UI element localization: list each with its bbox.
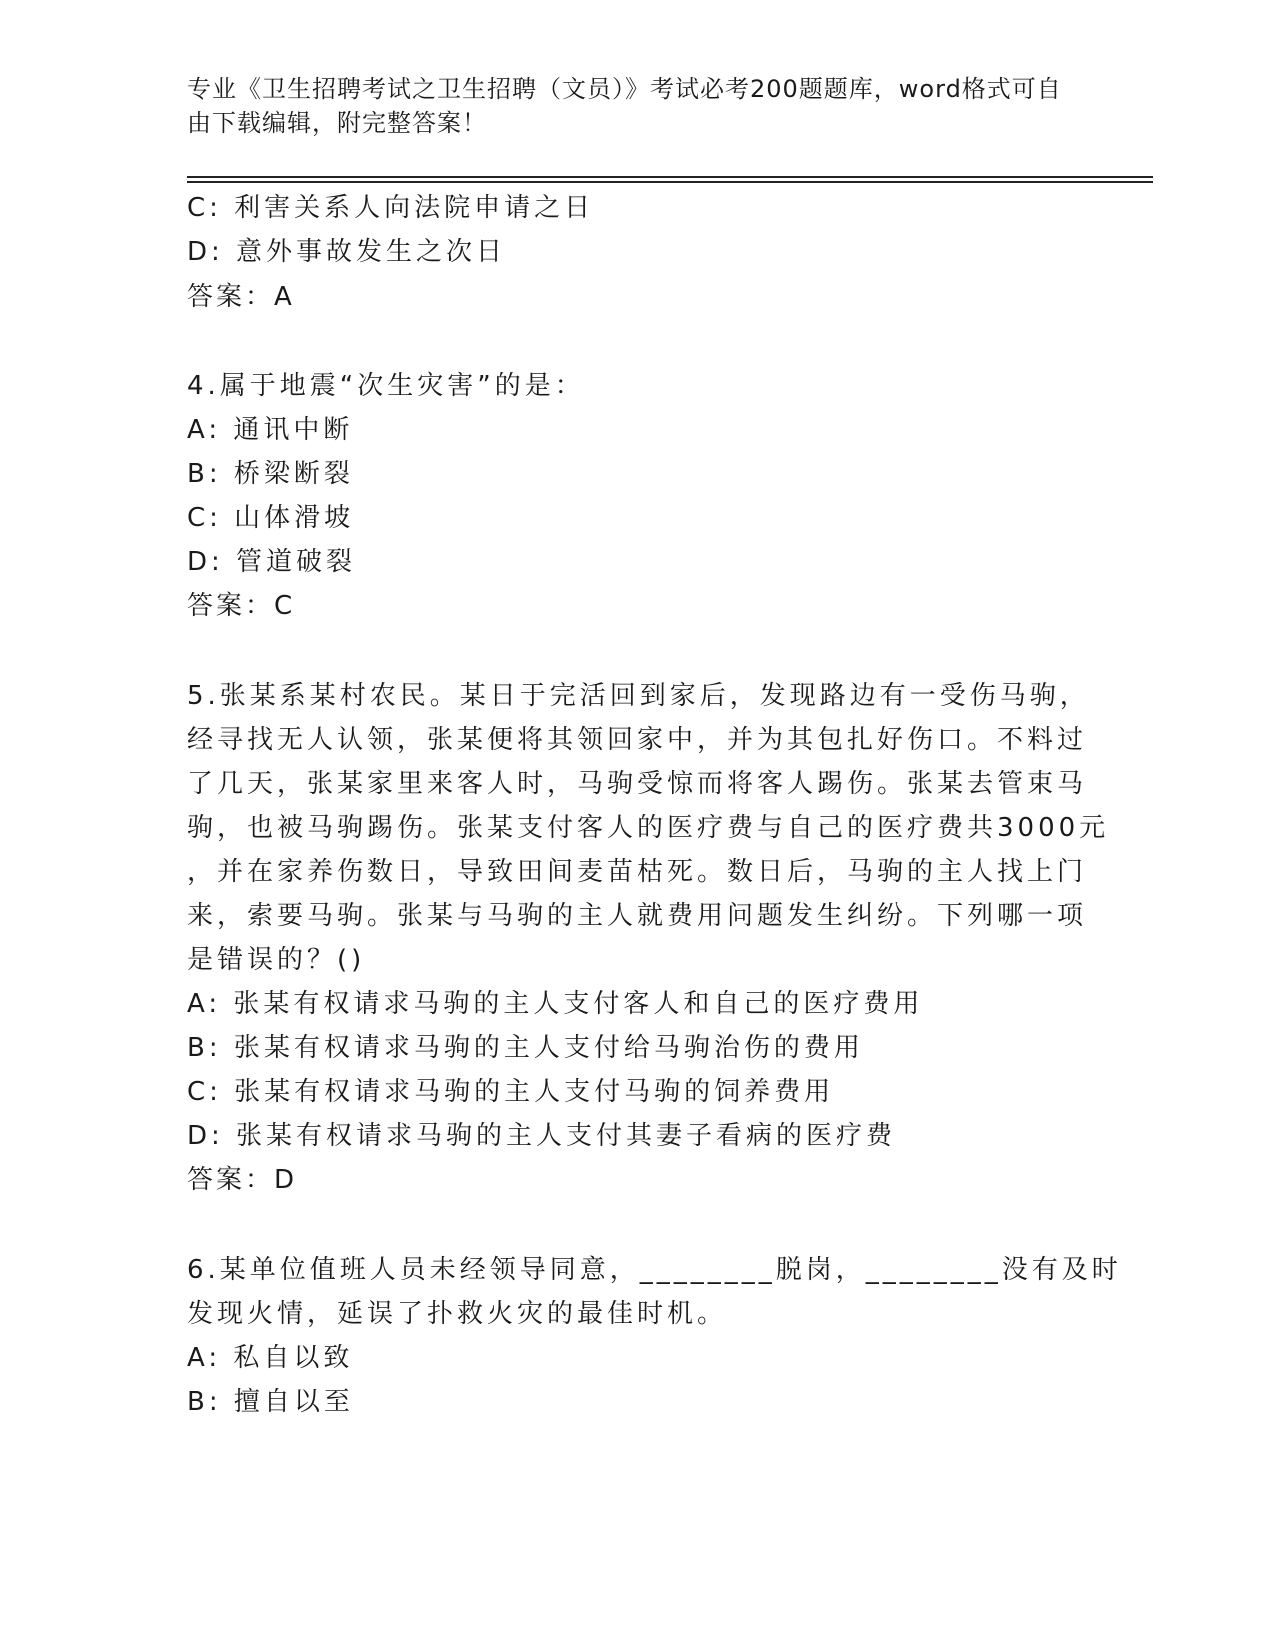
q5-option-a: A: 张某有权请求马驹的主人支付客人和自己的医疗费用	[187, 989, 924, 1019]
q6-option-a: A: 私自以致	[187, 1343, 354, 1373]
q4-option-b: B: 桥梁断裂	[187, 459, 354, 489]
q5-option-b: B: 张某有权请求马驹的主人支付给马驹治伤的费用	[187, 1033, 864, 1063]
q5-option-c: C: 张某有权请求马驹的主人支付马驹的饲养费用	[187, 1077, 835, 1107]
q4-option-c: C: 山体滑坡	[187, 503, 355, 533]
q4-option-a: A: 通讯中断	[187, 415, 354, 445]
q5-stem-line: 来，索要马驹。张某与马驹的主人就费用问题发生纠纷。下列哪一项	[187, 901, 1088, 931]
q5-stem-line: 是错误的？()	[187, 945, 366, 975]
q3-answer: 答案：A	[187, 282, 295, 312]
header-divider-bottom	[187, 181, 1153, 183]
q6-stem-line: 6.某单位值班人员未经领导同意，________脱岗，________没有及时	[187, 1255, 1122, 1285]
q6-stem-line: 发现火情，延误了扑救火灾的最佳时机。	[187, 1299, 728, 1329]
q5-stem-line: 了几天，张某家里来客人时，马驹受惊而将客人踢伤。张某去管束马	[187, 769, 1088, 799]
header-divider-top	[187, 176, 1153, 178]
q5-option-d: D: 张某有权请求马驹的主人支付其妻子看病的医疗费	[187, 1121, 897, 1151]
document-header	[187, 72, 1087, 140]
q4-answer: 答案：C	[187, 591, 296, 621]
q4-stem: 4.属于地震“次生灾害”的是：	[187, 371, 585, 401]
header-line-1: 专业《卫生招聘考试之卫生招聘（文员）》考试必考200题题库，word格式可自	[187, 75, 1062, 103]
q3-option-c: C: 利害关系人向法院申请之日	[187, 193, 595, 223]
q5-answer: 答案：D	[187, 1165, 298, 1195]
q5-stem-line: 5.张某系某村农民。某日于完活回到家后，发现路边有一受伤马驹，	[187, 681, 1090, 711]
q5-stem-line: 驹，也被马驹踢伤。张某支付客人的医疗费与自己的医疗费共3000元	[187, 813, 1110, 843]
q5-stem-line: 经寻找无人认领，张某便将其领回家中，并为其包扎好伤口。不料过	[187, 725, 1088, 755]
q4-option-d: D: 管道破裂	[187, 547, 357, 577]
q5-stem-line: ，并在家养伤数日，导致田间麦苗枯死。数日后，马驹的主人找上门	[187, 857, 1088, 887]
q3-option-d: D: 意外事故发生之次日	[187, 237, 507, 267]
header-line-2: 由下载编辑，附完整答案！	[187, 109, 487, 137]
q6-option-b: B: 擅自以至	[187, 1387, 354, 1417]
